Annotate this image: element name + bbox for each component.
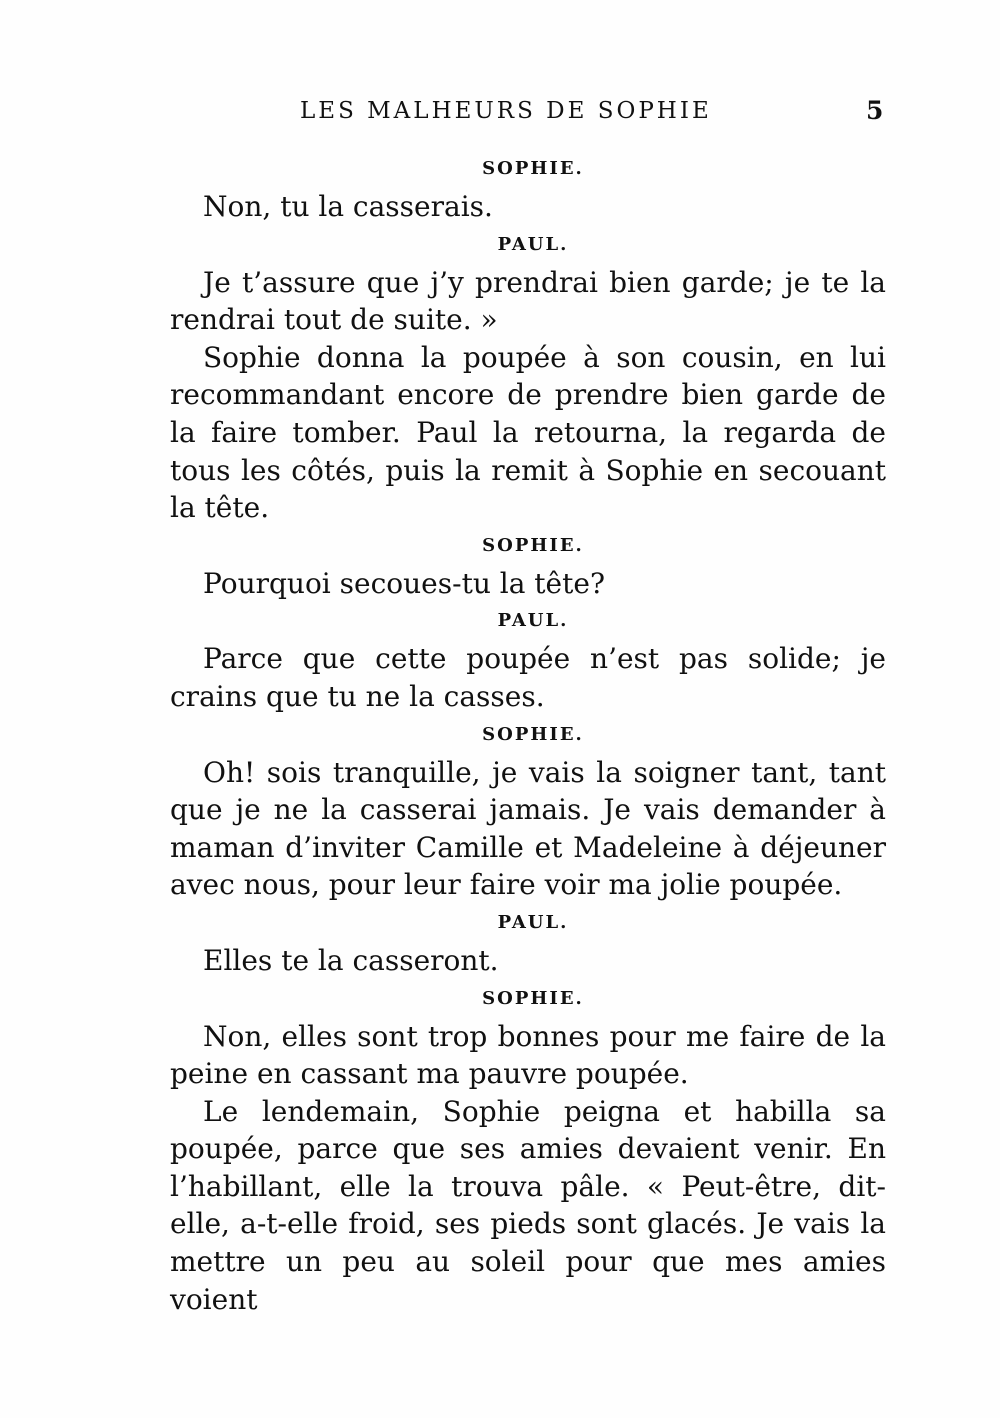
running-title: LES MALHEURS DE SOPHIE: [300, 98, 712, 124]
speaker-label: SOPHIE.: [482, 987, 584, 1009]
speaker-label: PAUL.: [497, 610, 569, 632]
page-number: 5: [866, 96, 884, 125]
speaker-label: PAUL.: [497, 233, 569, 255]
narrative-paragraph: Sophie donna la poupée à son cousin, en lui recommandant encore de prendre bien garde de la faire tomber. Paul la retourna, la regarda de tous les côtés, puis la remit à Sophie en secouant la tête.: [170, 340, 886, 525]
dialogue-paragraph: Je t’assure que j’y prendrai bien garde; je te la rendrai tout de suite. »: [170, 265, 886, 337]
dialogue-paragraph: Elles te la casseront.: [203, 943, 499, 977]
dialogue-paragraph: Oh! sois tranquille, je vais la soigner tant, tant que je ne la casserai jamais. Je vais demander à maman d’inviter Camille et Madeleine à déjeuner avec nous, pour leur faire voir ma jolie poupée.: [170, 755, 886, 902]
dialogue-paragraph: Pourquoi secoues-tu la tête?: [203, 566, 605, 600]
speaker-label: PAUL.: [497, 911, 569, 933]
body-text: [170, 150, 886, 1318]
speaker-label: SOPHIE.: [482, 723, 584, 745]
speaker-label: SOPHIE.: [482, 158, 584, 179]
narrative-paragraph: Le lendemain, Sophie peigna et habilla sa poupée, parce que ses amies devaient venir. En l’habillant, elle la trouva pâle. « Peut-être, dit-elle, a-t-elle froid, ses pieds sont glacés. Je vais la mettre un peu au soleil pour que mes amies voient: [170, 1094, 886, 1316]
dialogue-paragraph: Parce que cette poupée n’est pas solide; je crains que tu ne la casses.: [170, 642, 886, 713]
speaker-label: SOPHIE.: [482, 534, 584, 556]
dialogue-paragraph: Non, elles sont trop bonnes pour me faire de la peine en cassant ma pauvre poupée.: [170, 1019, 886, 1091]
dialogue-paragraph: Non, tu la casserais.: [203, 190, 493, 223]
